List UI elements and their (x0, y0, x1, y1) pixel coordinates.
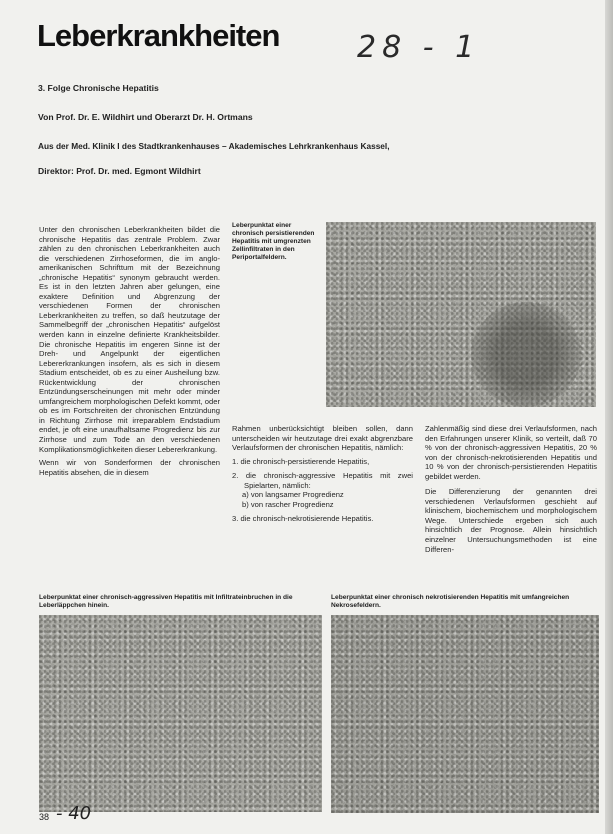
left-text-column (39, 225, 220, 479)
right-text-column (425, 424, 597, 556)
top-figure-caption: Leberpunktat einer chronisch persistierenden Hepatitis mit umgrenzten Zellinfiltraten in den Periportalfeldern. (232, 222, 315, 261)
affiliation-line: Aus der Med. Klinik I des Stadtkrankenhauses – Akademisches Lehrkrankenhaus Kassel, (38, 141, 390, 151)
hepatitis-forms-list (232, 457, 413, 524)
page-number: 38 (39, 812, 50, 822)
list-item: 1. die chronisch-persistierende Hepatitis, (232, 456, 370, 466)
article-title: Leberkrankheiten (37, 18, 280, 53)
right-paragraph-1: Zahlenmäßig sind diese drei Verlaufsformen, nach den Erfahrungen unserer Klinik, so verteilt, daß 70 % von der chronisch-aggressiven Hepatitis, 20 % von der chronisch-nekrotisierenden Hepatitis und 10 % von der chronisch-persistierenden Hepatitis gebildet werden. (425, 424, 597, 481)
bottom-left-micrograph-image (39, 615, 322, 812)
sublist-item: a) von langsamer Progredienz (242, 490, 344, 500)
bottom-right-micrograph-image (331, 615, 599, 813)
infiltrate-cluster (471, 302, 581, 407)
sublist (244, 490, 413, 509)
bottom-right-figure-caption: Leberpunktat einer chronisch nekrotisierenden Hepatitis mit umfangreichen Nekrosefeldern. (331, 594, 570, 609)
list-item: 3. die chronisch-nekrotisierende Hepatitis. (232, 514, 374, 524)
left-paragraph-1: Unter den chronischen Leberkrankheiten bildet die chronische Hepatitis das zentrale Problem. Zwar zählen zu den chronischen Leberkrankheiten auch die verschiedenen Zirrhoseformen, die im anglo-amerikanischen Schrifttum mit der Bezeichnung „chronische Hepatitis“ synonym gebraucht werden. Es ist in den letzten Jahren aber gelungen, eine exaktere Definition und Abgrenzung der verschiedenen Formen der chronischen Leberkrankheiten zu treffen, so daß heutzutage der Sammelbegriff der „chronischen Hepatitis“ aufgelöst werden kann in einzelne definierte Krankheitsbilder. Die chronische Hepatitis im engeren Sinne ist der Dreh- und Angelpunkt der eigentlichen Lebererkrankungen insofern, als es sich in diesem Stadium entscheidet, ob es zu einer Ausheilung bzw. Rückentwicklung der chronischen Entzündungserscheinungen mit mehr oder minder umfangreichem morphologischen Defekt kommt, oder ob es im Fortschreiten der chronischen Entzündung in Richtung Zirrhose mit irreparablem Endstadium endet, je oft eine unaufhaltsame Progredienz bis zur Zirrhose und zum Tode an den verschiedenen Komplikationsmöglichkeiten dieser Lebererkrankung. (39, 225, 220, 454)
book-spine-shadow (605, 0, 613, 834)
list-item (232, 471, 413, 509)
list-item-text: 2. die chronisch-aggressive Hepatitis mit zwei Spielarten, nämlich: (232, 471, 413, 490)
bottom-left-figure-caption: Leberpunktat einer chronisch-aggressiven Hepatitis mit Infiltrateinbruchen in die Leberläppchen hinein. (39, 594, 293, 609)
middle-text-column (232, 424, 413, 529)
handwritten-note: 28 - 1 (357, 30, 481, 65)
middle-paragraph-1: Rahmen unberücksichtigt bleiben sollen, dann unterscheiden wir heutzutage drei exakt abgrenzbare Verlaufsformen der chronischen Hepatitis, nämlich: (232, 424, 413, 453)
authors-line: Von Prof. Dr. E. Wildhirt und Oberarzt Dr. H. Ortmans (38, 112, 253, 122)
right-paragraph-2: Die Differenzierung der genannten drei verschiedenen Verlaufsformen geschieht auf klinischem, biochemischem und morphologischem Wege. Unterschiede ergeben sich auch hinsichtlich der Prognose. Allein hinsichtlich einzelner Untersuchungsmethoden ist eine Differen- (425, 487, 597, 554)
series-line: 3. Folge Chronische Hepatitis (38, 83, 159, 93)
director-line: Direktor: Prof. Dr. med. Egmont Wildhirt (38, 166, 201, 176)
handwritten-page-number: - 40 (56, 803, 92, 824)
sublist-item: b) von rascher Progredienz (242, 499, 334, 509)
top-micrograph-image (326, 222, 596, 407)
left-paragraph-2: Wenn wir von Sonderformen der chronischen Hepatitis absehen, die in diesem (39, 458, 220, 477)
